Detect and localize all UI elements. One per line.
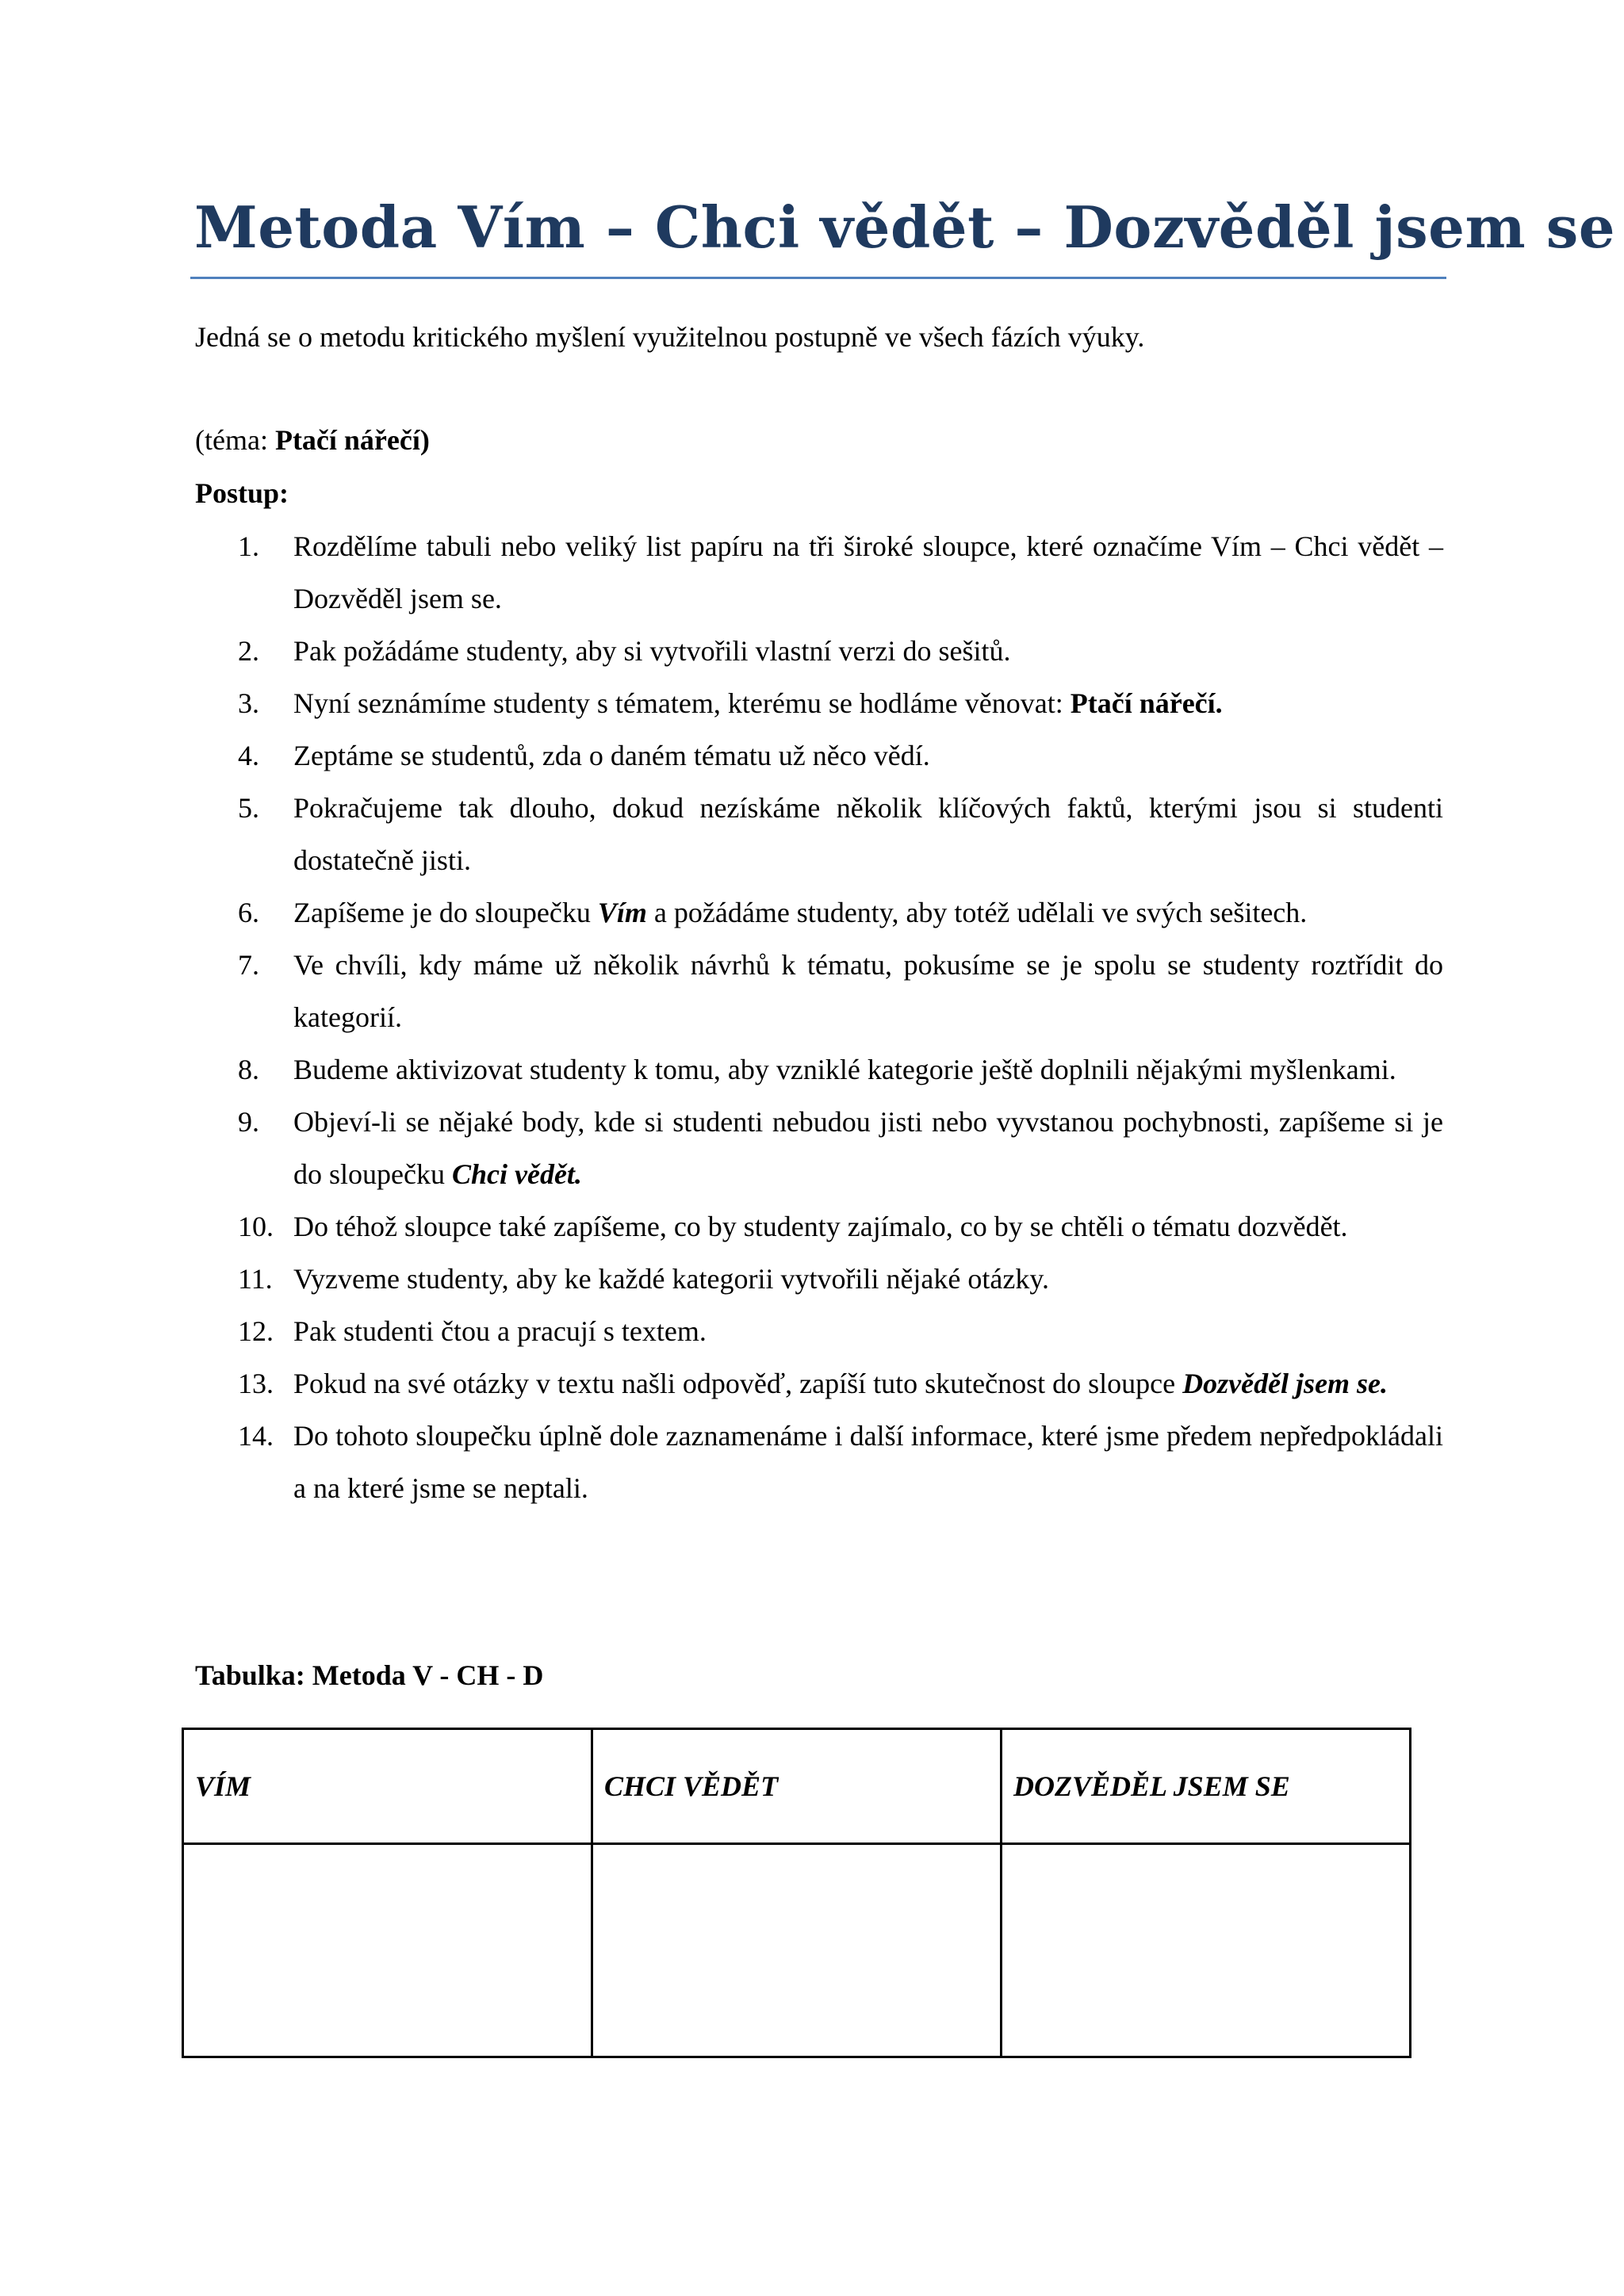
- step-text-plain: Objeví-li se nějaké body, kde si studenti nebudou jisti nebo vyvstanou pochybnosti, zapíšeme si je do sloupečku: [293, 1106, 1443, 1190]
- list-item: [238, 1200, 1443, 1253]
- document-title: Metoda Vím – Chci vědět – Dozvěděl jsem se: [194, 193, 1616, 261]
- step-number: 12.: [238, 1315, 274, 1347]
- step-text: [293, 886, 1443, 939]
- table-row: [183, 1844, 1411, 2057]
- step-text-plain: Vyzveme studenty, aby ke každé kategorii vytvořili nějaké otázky.: [293, 1263, 1049, 1295]
- step-text: [293, 1253, 1443, 1305]
- table-caption: Tabulka: Metoda V - CH - D: [195, 1659, 544, 1691]
- step-number: 4.: [238, 740, 259, 771]
- step-emphasis-text: Dozvěděl jsem se.: [1182, 1368, 1388, 1399]
- step-number: 8.: [238, 1054, 259, 1085]
- step-text-plain: Pak studenti čtou a pracují s textem.: [293, 1315, 707, 1347]
- step-text-plain: Do tohoto sloupečku úplně dole zaznamenáme i další informace, které jsme předem nepředpokládali a na které jsme se neptali.: [293, 1420, 1443, 1504]
- step-number: 3.: [238, 687, 259, 719]
- step-text: [293, 782, 1443, 886]
- step-emphasis: [452, 1158, 582, 1190]
- step-text-plain: Do téhož sloupce také zapíšeme, co by studenty zajímalo, co by se chtěli o tématu dozvědět.: [293, 1211, 1348, 1242]
- list-item: [238, 886, 1443, 939]
- step-emphasis-text: Vím: [597, 897, 647, 928]
- vchd-table: [182, 1728, 1411, 2058]
- step-text: [293, 1043, 1443, 1096]
- cell-chci-vedet[interactable]: [592, 1844, 1002, 2057]
- step-number: 1.: [238, 530, 259, 562]
- list-item: [238, 1096, 1443, 1200]
- list-item: [238, 625, 1443, 677]
- step-emphasis: [1182, 1368, 1388, 1399]
- step-text: [293, 520, 1443, 625]
- list-item: [238, 939, 1443, 1043]
- list-item: [238, 729, 1443, 782]
- step-text-plain: Budeme aktivizovat studenty k tomu, aby vzniklé kategorie ještě doplnili nějakými myšlenkami.: [293, 1054, 1396, 1085]
- step-text-plain: Rozdělíme tabuli nebo veliký list papíru na tři široké sloupce, které označíme Vím – Chci vědět – Dozvěděl jsem se.: [293, 530, 1443, 614]
- step-text: [293, 939, 1443, 1043]
- step-text-plain: Pokračujeme tak dlouho, dokud nezískáme několik klíčových faktů, kterými jsou si studenti dostatečně jisti.: [293, 792, 1443, 876]
- step-text: [293, 1410, 1443, 1514]
- theme-line: [195, 420, 430, 460]
- step-bold: Ptačí nářečí.: [1070, 687, 1223, 719]
- step-text-plain: a požádáme studenty, aby totéž udělali ve svých sešitech.: [646, 897, 1308, 928]
- header-chci-vedet: CHCI VĚDĚT: [592, 1729, 1002, 1844]
- step-text-plain: Nyní seznámíme studenty s tématem, kterému se hodláme věnovat:: [293, 687, 1071, 719]
- list-item: [238, 1410, 1443, 1514]
- step-text: [293, 1357, 1443, 1410]
- step-text-plain: Zeptáme se studentů, zda o daném tématu už něco vědí.: [293, 740, 930, 771]
- list-item: [238, 1305, 1443, 1357]
- step-text-plain: Ve chvíli, kdy máme už několik návrhů k tématu, pokusíme se je spolu se studenty roztřídit do kategorií.: [293, 949, 1443, 1033]
- step-number: 11.: [238, 1263, 273, 1295]
- step-text: [293, 1096, 1443, 1200]
- title-underline: [190, 277, 1446, 279]
- step-number: 14.: [238, 1420, 274, 1452]
- list-item: [238, 1043, 1443, 1096]
- list-item: [238, 520, 1443, 625]
- list-item: [238, 677, 1443, 729]
- step-text: [293, 729, 1443, 782]
- step-number: 7.: [238, 949, 259, 981]
- intro-paragraph: Jedná se o metodu kritického myšlení využitelnou postupně ve všech fázích výuky.: [195, 321, 1145, 353]
- cell-vim[interactable]: [183, 1844, 592, 2057]
- theme-prefix: (téma:: [195, 424, 275, 456]
- step-number: 10.: [238, 1211, 274, 1242]
- step-text: [293, 1305, 1443, 1357]
- step-number: 2.: [238, 635, 259, 667]
- step-text: [293, 677, 1443, 729]
- step-number: 5.: [238, 792, 259, 824]
- list-item: [238, 1357, 1443, 1410]
- step-text-plain: Pokud na své otázky v textu našli odpověď, zapíší tuto skutečnost do sloupce: [293, 1368, 1183, 1399]
- step-text-plain: Pak požádáme studenty, aby si vytvořili vlastní verzi do sešitů.: [293, 635, 1011, 667]
- table-header-row: [183, 1729, 1411, 1844]
- step-emphasis: [598, 897, 647, 928]
- header-vim: VÍM: [183, 1729, 592, 1844]
- header-dozvedel-jsem-se: DOZVĚDĚL JSEM SE: [1002, 1729, 1411, 1844]
- step-text-plain: Zapíšeme je do sloupečku: [293, 897, 598, 928]
- step-number: 13.: [238, 1368, 274, 1399]
- procedure-heading: Postup:: [195, 477, 289, 509]
- list-item: [238, 1253, 1443, 1305]
- step-number: 6.: [238, 897, 259, 928]
- procedure-steps: [238, 520, 1443, 1514]
- cell-dozvedel-jsem-se[interactable]: [1002, 1844, 1411, 2057]
- step-emphasis-text: Chci vědět.: [451, 1158, 582, 1190]
- step-number: 9.: [238, 1106, 259, 1138]
- step-text: [293, 625, 1443, 677]
- theme-topic: Ptačí nářečí): [274, 424, 430, 456]
- step-text: [293, 1200, 1443, 1253]
- list-item: [238, 782, 1443, 886]
